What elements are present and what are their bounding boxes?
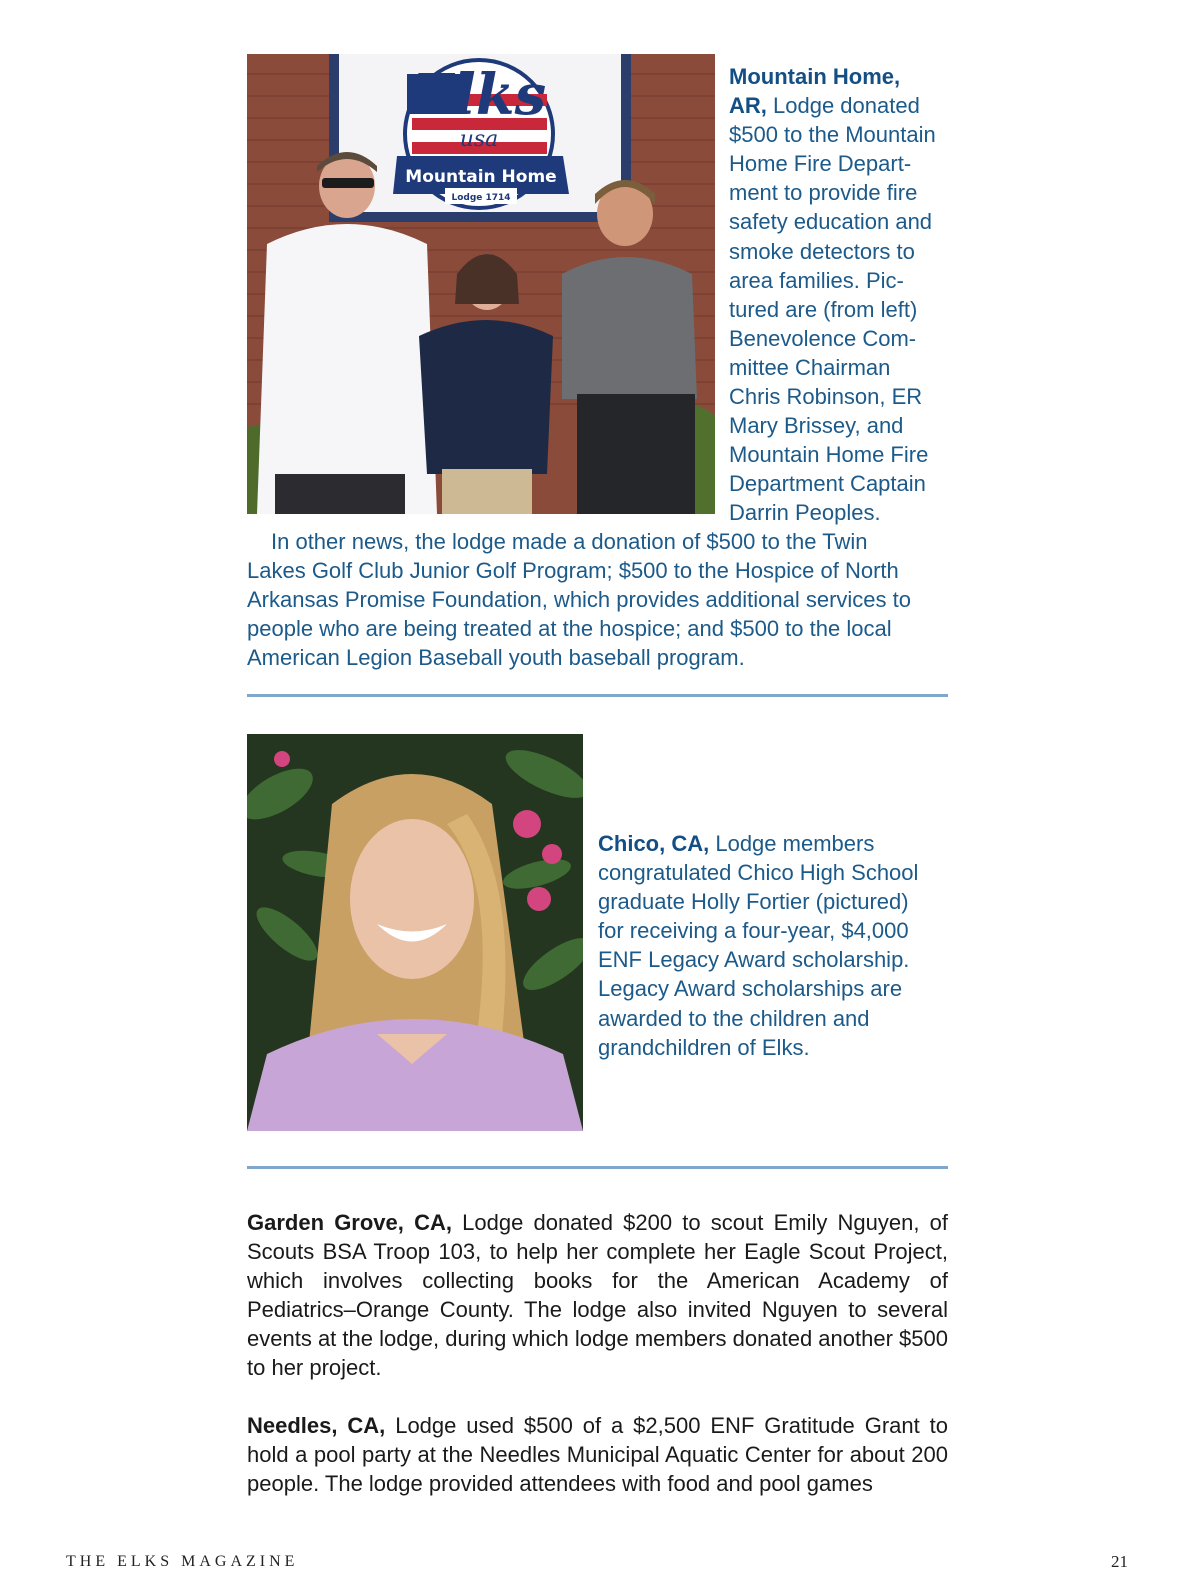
story2-line-7: grandchildren of Elks. — [598, 1034, 810, 1060]
story2-line-3: for receiving a four-year, $4,000 — [598, 918, 909, 944]
story1-line-14: Darrin Peoples. — [729, 500, 881, 526]
story4-lead: Needles, CA, — [247, 1413, 386, 1438]
story1-line-8: Benevolence Com- — [729, 325, 917, 351]
story3-paragraph — [247, 1208, 948, 1382]
story1-continued — [247, 527, 957, 672]
story4-body: Lodge used $500 of a $2,500 ENF Gratitude Grant to hold a pool party at the Needles Municipal Aquatic Center for about 200 people. The lodge provided attendees with food and pool games — [247, 1413, 948, 1496]
story1-line-7: tured are (from left) — [729, 296, 918, 322]
story2-line-2: graduate Holly Fortier (pictured) — [598, 889, 909, 915]
story1-continued-line-2: Arkansas Promise Foundation, which provides additional services to — [247, 587, 911, 613]
story1-continued-line-0: In other news, the lodge made a donation of $500 to the Twin — [271, 529, 868, 554]
story2-line-4: ENF Legacy Award scholarship. — [598, 947, 910, 973]
story3-body: Lodge donated $200 to scout Emily Nguyen, of Scouts BSA Troop 103, to help her complete her Eagle Scout Project, which involves collecting books for the American Academy of Pediatrics–Orange County. The lodge also invited Nguyen to several events at the lodge, during which lodge members donated another $500 to her project. — [247, 1210, 948, 1380]
section-divider-1 — [247, 694, 948, 697]
story1-line-2: Home Fire Depart- — [729, 151, 912, 177]
sign-lodge-text: Lodge 1714 — [451, 193, 511, 203]
story1-continued-line-3: people who are being treated at the hospice; and $500 to the local — [247, 616, 892, 642]
story1-line-6: area families. Pic- — [729, 267, 904, 293]
footer-magazine-name: THE ELKS MAGAZINE — [66, 1553, 299, 1570]
story1-line-12: Mountain Home Fire — [729, 442, 929, 468]
story3-lead: Garden Grove, CA, — [247, 1210, 452, 1235]
story1-line-1: $500 to the Mountain — [729, 122, 936, 148]
story2-line-1: congratulated Chico High School — [598, 860, 919, 886]
sign-sub-text: usa — [459, 127, 499, 152]
section-divider-2 — [247, 1166, 948, 1169]
story1-line-13: Department Captain — [729, 471, 926, 497]
story1-line-9: mittee Chairman — [729, 354, 891, 380]
sign-banner-text: Mountain Home — [405, 167, 557, 187]
footer-page-number: 21 — [1111, 1552, 1128, 1571]
story2-side-text — [598, 829, 948, 1062]
story1-line-10: Chris Robinson, ER — [729, 384, 923, 410]
story1-line-3: ment to provide fire — [729, 180, 918, 206]
story1-line-4: safety education and — [729, 209, 933, 235]
story2-line-0: Chico, CA, Lodge members — [598, 831, 875, 856]
story1-continued-line-1: Lakes Golf Club Junior Golf Program; $500 to the Hospice of North — [247, 558, 899, 584]
holly-fortier-photo — [247, 734, 583, 1131]
story1-side-text — [729, 62, 959, 528]
story1-line-0: AR, Lodge donated — [729, 93, 920, 119]
sign-logo-text: Elks — [411, 62, 547, 128]
story2-line-5: Legacy Award scholarships are — [598, 976, 903, 1002]
story1-continued-line-4: American Legion Baseball youth baseball program. — [247, 645, 745, 671]
mountain-home-photo — [247, 54, 715, 514]
story2-line-6: awarded to the children and — [598, 1005, 870, 1031]
story4-paragraph — [247, 1411, 948, 1498]
story1-line-11: Mary Brissey, and — [729, 413, 904, 439]
story1-lead: Mountain Home, — [729, 64, 901, 89]
story1-line-5: smoke detectors to — [729, 238, 915, 264]
